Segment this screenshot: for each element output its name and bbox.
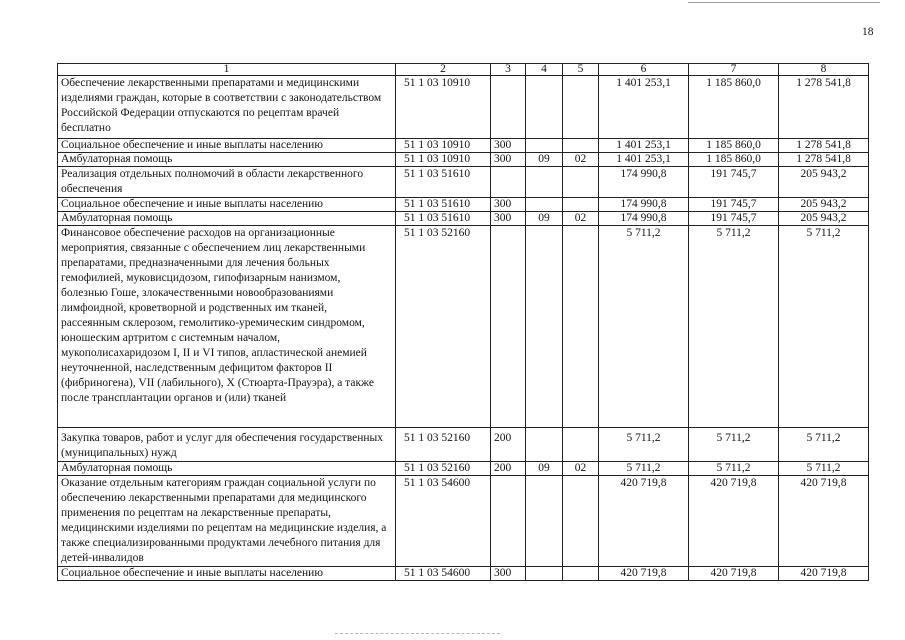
cell-section xyxy=(526,428,563,462)
budget-table xyxy=(57,63,869,581)
cell-amount-7: 5 711,2 xyxy=(689,428,779,462)
cell-expense-type xyxy=(491,167,526,198)
scan-artifact-line-top xyxy=(688,2,880,3)
cell-subsection xyxy=(563,226,599,428)
cell-name: Амбулаторная помощь xyxy=(58,153,396,167)
cell-expense-type: 300 xyxy=(491,139,526,153)
table-row xyxy=(58,153,869,167)
page-number: 18 xyxy=(862,26,874,38)
cell-code: 51 1 03 51610 xyxy=(396,212,491,226)
cell-section xyxy=(526,567,563,581)
cell-section xyxy=(526,167,563,198)
cell-subsection: 02 xyxy=(563,153,599,167)
cell-amount-8: 420 719,8 xyxy=(779,567,869,581)
cell-amount-6: 174 990,8 xyxy=(599,212,689,226)
cell-expense-type: 300 xyxy=(491,212,526,226)
cell-expense-type xyxy=(491,476,526,567)
cell-code: 51 1 03 10910 xyxy=(396,76,491,139)
cell-subsection xyxy=(563,476,599,567)
cell-amount-6: 420 719,8 xyxy=(599,567,689,581)
cell-amount-8: 5 711,2 xyxy=(779,226,869,428)
cell-amount-7: 420 719,8 xyxy=(689,567,779,581)
table-row xyxy=(58,462,869,476)
cell-section xyxy=(526,226,563,428)
column-header-5: 5 xyxy=(563,64,599,76)
column-header-1: 1 xyxy=(58,64,396,76)
cell-expense-type xyxy=(491,226,526,428)
column-header-4: 4 xyxy=(526,64,563,76)
cell-subsection xyxy=(563,198,599,212)
cell-code: 51 1 03 51610 xyxy=(396,167,491,198)
cell-name: Закупка товаров, работ и услуг для обеспечения государственных (муниципальных) нужд xyxy=(58,428,396,462)
table-row xyxy=(58,476,869,567)
column-header-3: 3 xyxy=(491,64,526,76)
cell-code: 51 1 03 10910 xyxy=(396,139,491,153)
cell-expense-type: 200 xyxy=(491,462,526,476)
cell-name: Обеспечение лекарственными препаратами и медицинскими изделиями граждан, которые в соответствии с законодательством Российской Федерации отпускаются по рецептам врачей бесплатно xyxy=(58,76,396,139)
cell-code: 51 1 03 54600 xyxy=(396,567,491,581)
table-row xyxy=(58,567,869,581)
cell-name: Оказание отдельным категориям граждан социальной услуги по обеспечению лекарственными препаратами для медицинского применения по рецептам на лекарственные препараты, медицинскими изделиями по рецептам на медицинские изделия, а также специализированными продуктами лечебного питания для детей-инвалидов xyxy=(58,476,396,567)
cell-name: Социальное обеспечение и иные выплаты населению xyxy=(58,567,396,581)
cell-code: 51 1 03 52160 xyxy=(396,428,491,462)
cell-amount-8: 5 711,2 xyxy=(779,428,869,462)
cell-section xyxy=(526,198,563,212)
column-number-row xyxy=(58,64,869,76)
cell-amount-7: 191 745,7 xyxy=(689,198,779,212)
cell-section xyxy=(526,476,563,567)
column-header-8: 8 xyxy=(779,64,869,76)
cell-subsection xyxy=(563,139,599,153)
cell-amount-8: 205 943,2 xyxy=(779,198,869,212)
column-header-7: 7 xyxy=(689,64,779,76)
table-row xyxy=(58,212,869,226)
cell-amount-7: 1 185 860,0 xyxy=(689,139,779,153)
cell-code: 51 1 03 51610 xyxy=(396,198,491,212)
cell-amount-7: 191 745,7 xyxy=(689,212,779,226)
cell-subsection xyxy=(563,428,599,462)
cell-subsection xyxy=(563,567,599,581)
cell-expense-type: 300 xyxy=(491,198,526,212)
cell-code: 51 1 03 52160 xyxy=(396,462,491,476)
cell-subsection xyxy=(563,167,599,198)
cell-subsection: 02 xyxy=(563,212,599,226)
table-body xyxy=(58,76,869,581)
cell-expense-type: 200 xyxy=(491,428,526,462)
cell-name: Амбулаторная помощь xyxy=(58,212,396,226)
cell-name: Финансовое обеспечение расходов на организационные мероприятия, связанные с обеспечением лиц лекарственными препаратами, предназначенными для лечения больных гемофилией, муковисцидозом, гипофизарным нанизмом, болезнью Гоше, злокачественными новообразованиями лимфоидной, кроветворной и родственных им тканей, рассеянным склерозом, гемолитико-уремическим синдромом, юношеским артритом с системным началом, мукополисахаридозом I, II и VI типов, апластической анемией неуточненной, наследственным дефицитом факторов II (фибриногена), VII (лабильного), X (Стюарта-Прауэра), а также после трансплантации органов и (или) тканей xyxy=(58,226,396,428)
cell-expense-type: 300 xyxy=(491,153,526,167)
cell-amount-7: 191 745,7 xyxy=(689,167,779,198)
cell-amount-8: 5 711,2 xyxy=(779,462,869,476)
cell-subsection xyxy=(563,76,599,139)
column-header-6: 6 xyxy=(599,64,689,76)
cell-amount-8: 1 278 541,8 xyxy=(779,76,869,139)
cell-code: 51 1 03 10910 xyxy=(396,153,491,167)
cell-amount-6: 1 401 253,1 xyxy=(599,139,689,153)
cell-amount-8: 420 719,8 xyxy=(779,476,869,567)
cell-section xyxy=(526,139,563,153)
table-row xyxy=(58,139,869,153)
cell-name: Социальное обеспечение и иные выплаты населению xyxy=(58,198,396,212)
table-row xyxy=(58,198,869,212)
cell-subsection: 02 xyxy=(563,462,599,476)
cell-expense-type: 300 xyxy=(491,567,526,581)
table-row xyxy=(58,226,869,428)
cell-amount-6: 5 711,2 xyxy=(599,226,689,428)
cell-amount-6: 5 711,2 xyxy=(599,462,689,476)
scan-artifact-line-bottom xyxy=(335,633,500,634)
cell-code: 51 1 03 54600 xyxy=(396,476,491,567)
cell-amount-6: 5 711,2 xyxy=(599,428,689,462)
cell-amount-6: 420 719,8 xyxy=(599,476,689,567)
cell-amount-8: 1 278 541,8 xyxy=(779,153,869,167)
cell-amount-7: 1 185 860,0 xyxy=(689,76,779,139)
cell-amount-7: 420 719,8 xyxy=(689,476,779,567)
table-row xyxy=(58,76,869,139)
cell-name: Социальное обеспечение и иные выплаты населению xyxy=(58,139,396,153)
cell-section: 09 xyxy=(526,212,563,226)
cell-amount-6: 1 401 253,1 xyxy=(599,153,689,167)
cell-expense-type xyxy=(491,76,526,139)
cell-amount-6: 174 990,8 xyxy=(599,167,689,198)
cell-code: 51 1 03 52160 xyxy=(396,226,491,428)
cell-amount-7: 1 185 860,0 xyxy=(689,153,779,167)
cell-amount-8: 205 943,2 xyxy=(779,167,869,198)
cell-section: 09 xyxy=(526,462,563,476)
cell-section xyxy=(526,76,563,139)
cell-amount-7: 5 711,2 xyxy=(689,462,779,476)
cell-name: Реализация отдельных полномочий в области лекарственного обеспечения xyxy=(58,167,396,198)
cell-amount-7: 5 711,2 xyxy=(689,226,779,428)
cell-name: Амбулаторная помощь xyxy=(58,462,396,476)
cell-amount-8: 1 278 541,8 xyxy=(779,139,869,153)
table-row xyxy=(58,428,869,462)
cell-amount-6: 1 401 253,1 xyxy=(599,76,689,139)
column-header-2: 2 xyxy=(396,64,491,76)
table-row xyxy=(58,167,869,198)
cell-section: 09 xyxy=(526,153,563,167)
cell-amount-6: 174 990,8 xyxy=(599,198,689,212)
cell-amount-8: 205 943,2 xyxy=(779,212,869,226)
